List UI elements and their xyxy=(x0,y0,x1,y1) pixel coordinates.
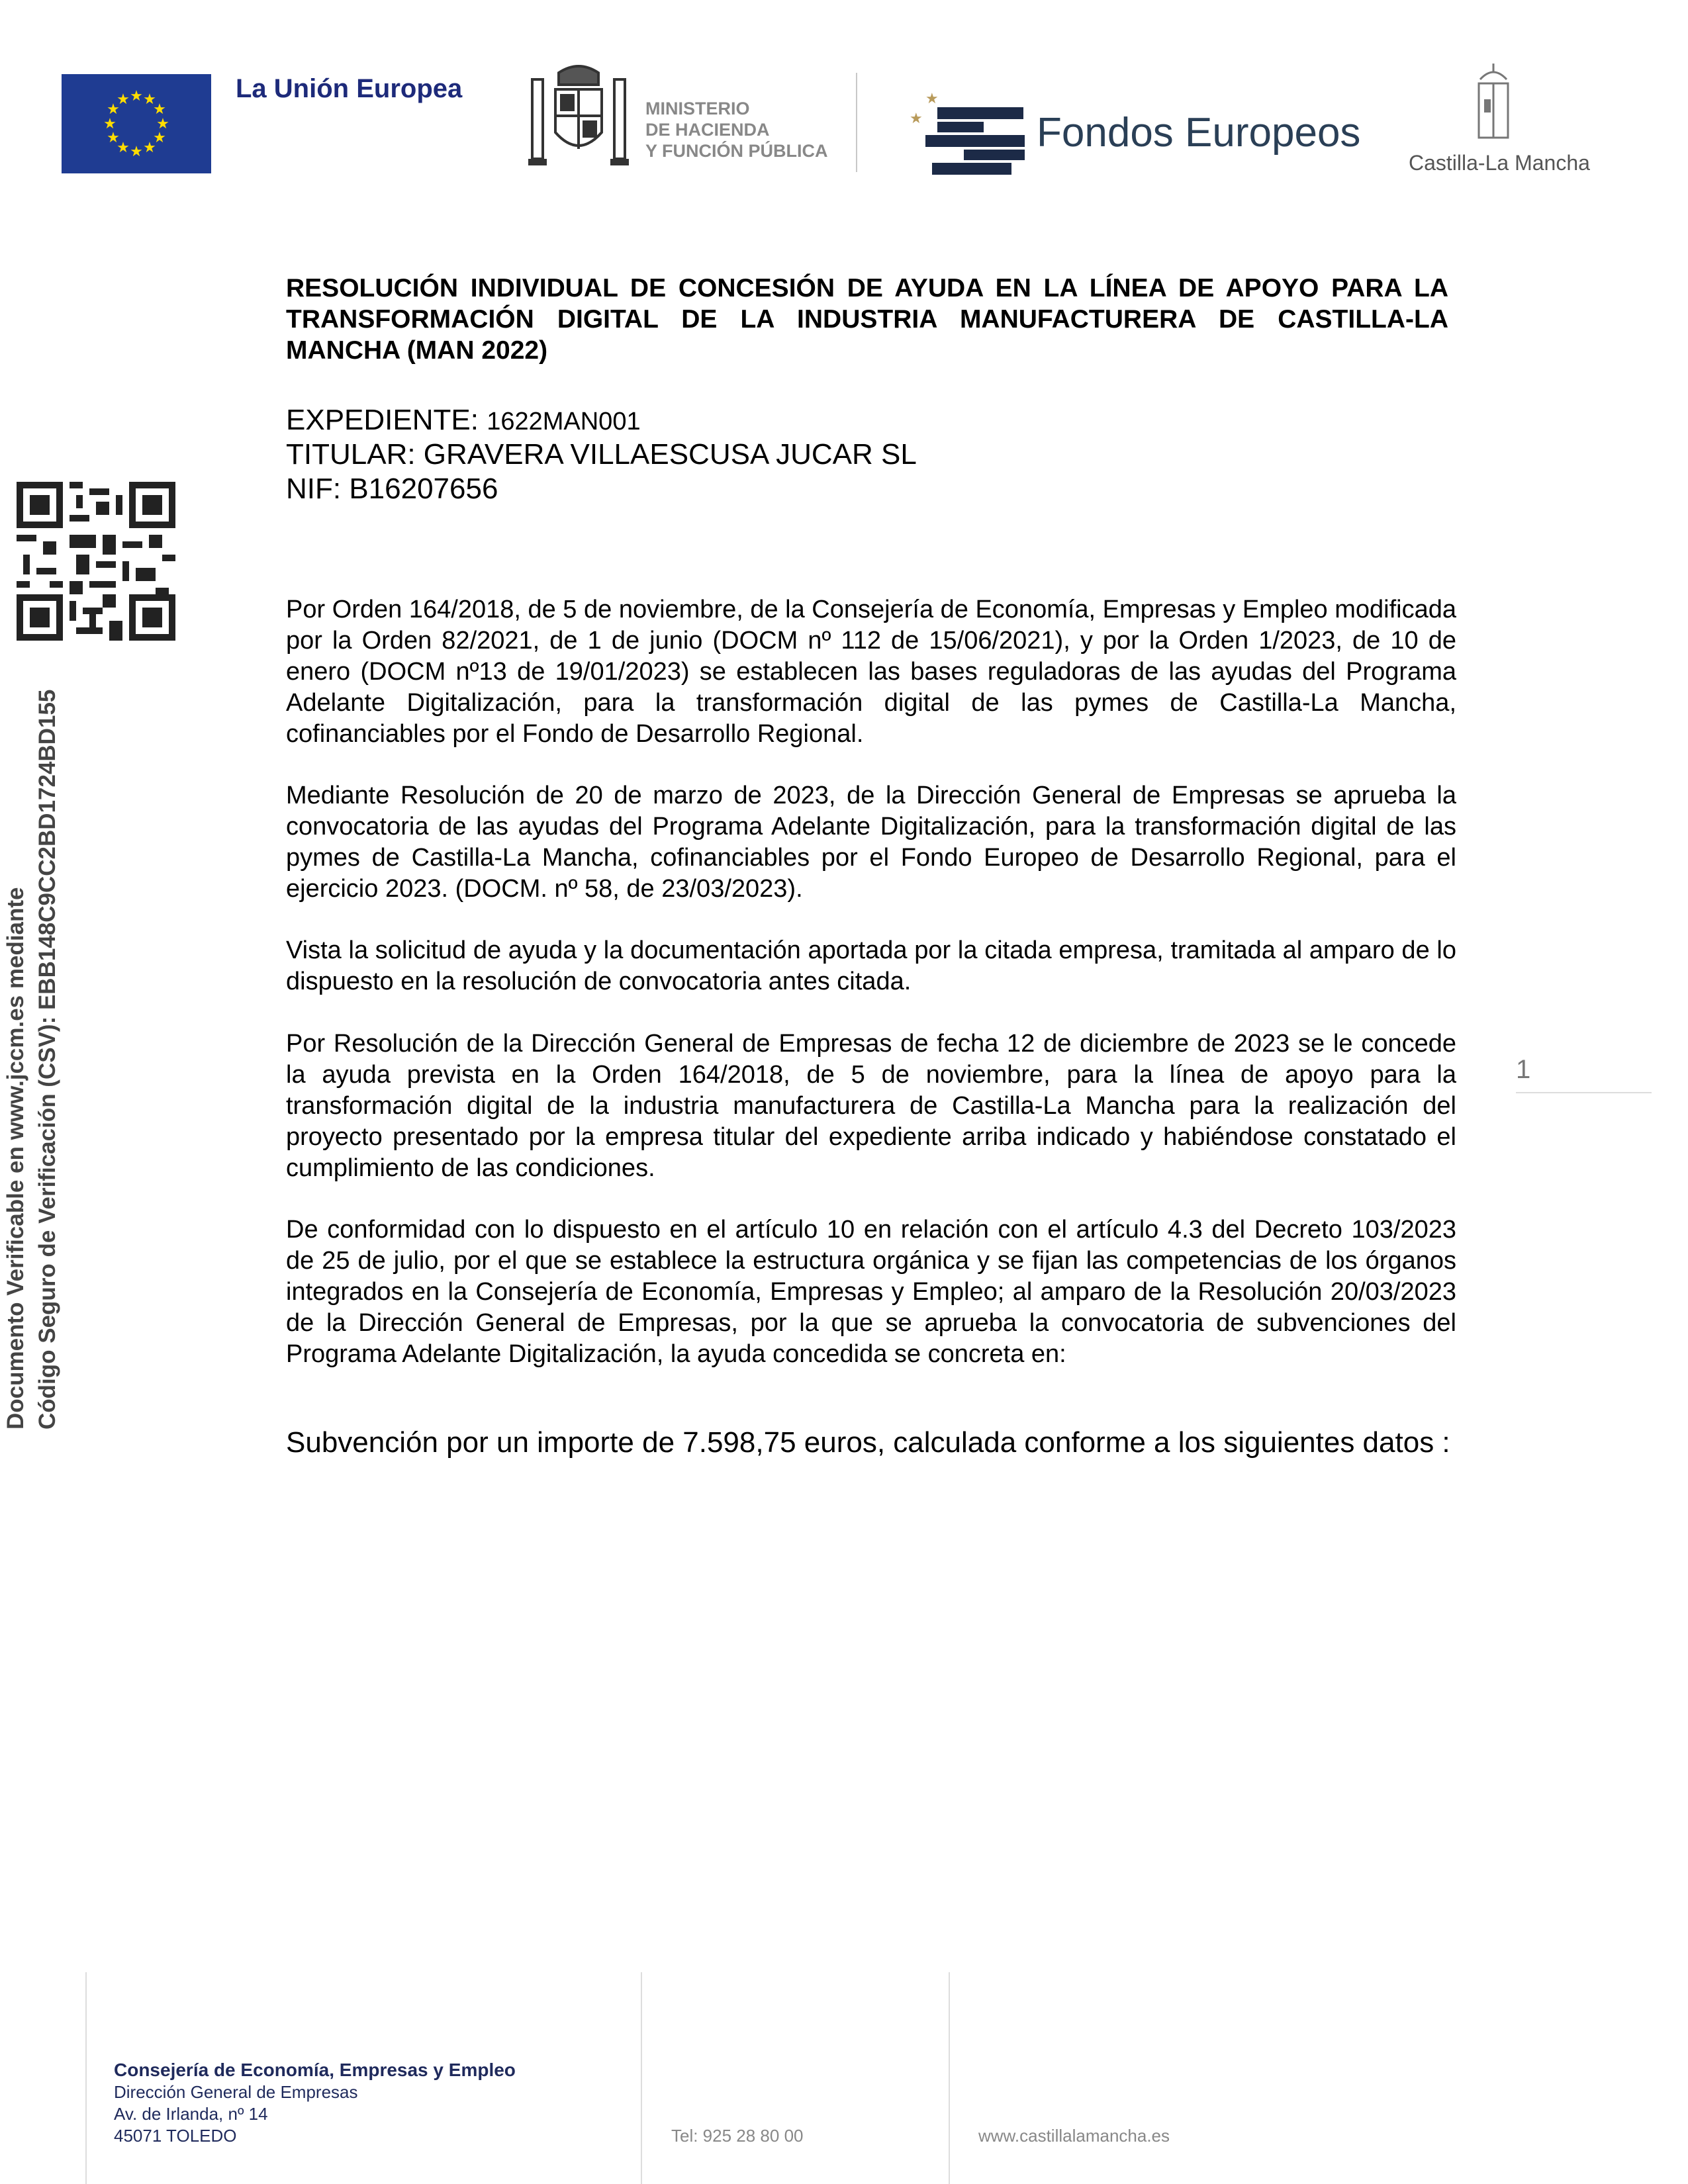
paragraph-resolucion: Mediante Resolución de 20 de marzo de 2023, de la Dirección General de Empresas se aprueba la convocatoria de las ayudas del Programa Adelante Digitalización, para la transformación digital de las pymes de Castilla-La Mancha, cofinanciables por el Fondo Europeo de Desarrollo Regional, para el ejercicio 2023. (DOCM. nº 58, de 23/03/2023). xyxy=(286,782,1456,903)
footer-department: Consejería de Economía, Empresas y Empleo xyxy=(114,2060,516,2080)
page-number-rule xyxy=(1516,1092,1652,1093)
svg-text:★: ★ xyxy=(153,130,166,146)
expediente-value: 1622MAN001 xyxy=(487,408,641,435)
footer-divider-3 xyxy=(949,1972,950,2184)
expediente-label: EXPEDIENTE: xyxy=(286,404,479,436)
svg-text:★: ★ xyxy=(117,140,130,156)
header-divider xyxy=(856,73,857,172)
paragraph-concesion: Por Resolución de la Dirección General de Empresas de fecha 12 de diciembre de 2023 se le concede la ayuda prevista en la Orden 164/2018, de 5 de noviembre, para la línea de apoyo para la transformación digital de la industria manufacturera de Castilla-La Mancha para la realización del proyecto presentado por la empresa titular del expediente arriba indicado y habiéndose constatado el cumplimiento de las condiciones. xyxy=(286,1030,1456,1182)
svg-text:★: ★ xyxy=(107,130,120,146)
footer-address-2: 45071 TOLEDO xyxy=(114,2126,237,2146)
svg-text:★: ★ xyxy=(130,88,143,105)
paragraph-subvencion: Subvención por un importe de 7.598,75 euros, calculada conforme a los siguientes datos : xyxy=(286,1426,1450,1459)
titular: TITULAR: GRAVERA VILLAESCUSA JUCAR SL xyxy=(286,438,917,471)
svg-text:★: ★ xyxy=(153,101,166,118)
paragraph-conformidad: De conformidad con lo dispuesto en el artículo 10 en relación con el artículo 4.3 del Decreto 103/2023 de 25 de julio, por el que se establece la estructura orgánica y se fijan las competencias de los órganos integrados en la Consejería de Economía, Empresas y Empleo; al amparo de la Resolución 20/03/2023 de la Dirección General de Empresas, por la que se aprueba la convocatoria de subvenciones del Programa Adelante Digitalización, la ayuda concedida se concreta en: xyxy=(286,1216,1456,1368)
footer-address-1: Av. de Irlanda, nº 14 xyxy=(114,2104,268,2124)
footer-divider-2 xyxy=(641,1972,642,2184)
footer-direction: Dirección General de Empresas xyxy=(114,2082,358,2102)
eu-flag-logo xyxy=(62,74,211,173)
ministerio-line-1: MINISTERIO xyxy=(645,99,750,118)
fondos-europeos-logo-icon xyxy=(906,93,1025,175)
svg-text:★: ★ xyxy=(107,101,120,118)
eu-stars-icon xyxy=(62,74,211,173)
svg-text:★: ★ xyxy=(925,93,939,107)
qr-code-icon xyxy=(17,482,175,641)
paragraph-solicitud: Vista la solicitud de ayuda y la documentación aportada por la citada empresa, tramitada al amparo de lo dispuesto en la resolución de convocatoria antes citada. xyxy=(286,936,1456,995)
ministerio-line-3: Y FUNCIÓN PÚBLICA xyxy=(645,141,828,161)
verification-line-1: Documento Verificable en www.jccm.es mediante xyxy=(3,887,28,1430)
footer-website: www.castillalamancha.es xyxy=(978,2126,1170,2146)
ministerio-line-2: DE HACIENDA xyxy=(645,120,770,140)
svg-text:★: ★ xyxy=(143,140,156,156)
nif: NIF: B16207656 xyxy=(286,473,498,505)
svg-text:★: ★ xyxy=(910,111,923,127)
footer-telephone: Tel: 925 28 80 00 xyxy=(671,2126,804,2146)
expediente xyxy=(286,404,641,437)
document-title: RESOLUCIÓN INDIVIDUAL DE CONCESIÓN DE AYUDA EN LA LÍNEA DE APOYO PARA LA TRANSFORMACIÓN DIGITAL DE LA INDUSTRIA MANUFACTURERA DE CASTILLA-LA MANCHA (MAN 2022) xyxy=(286,274,1448,365)
svg-text:★: ★ xyxy=(103,116,117,132)
verification-csv: Código Seguro de Verificación (CSV): EBB148C9CC2BD1724BD155 xyxy=(34,689,60,1430)
svg-text:★: ★ xyxy=(156,116,169,132)
castilla-la-mancha-text: Castilla-La Mancha xyxy=(1409,151,1590,175)
verification-text xyxy=(0,690,64,1430)
spain-coat-of-arms-icon xyxy=(519,60,638,176)
page-number: 1 xyxy=(1516,1055,1531,1084)
svg-text:★: ★ xyxy=(117,91,130,108)
castilla-la-mancha-crest-icon xyxy=(1474,60,1513,146)
svg-text:★: ★ xyxy=(130,144,143,160)
paragraph-orden: Por Orden 164/2018, de 5 de noviembre, de la Consejería de Economía, Empresas y Empleo modificada por la Orden 82/2021, de 1 de junio (DOCM nº 112 de 15/06/2021), y por la Orden 1/2023, de 10 de enero (DOCM nº13 de 19/01/2023) se establecen las bases reguladoras de las ayudas del Programa Adelante Digitalización, para la transformación digital de las pymes de Castilla-La Mancha, cofinanciables por el Fondo de Desarrollo Regional. xyxy=(286,596,1457,748)
svg-text:★: ★ xyxy=(143,91,156,108)
ministerio-text xyxy=(645,98,828,161)
eu-title: La Unión Europea xyxy=(236,74,463,103)
fondos-europeos-text: Fondos Europeos xyxy=(1037,110,1361,156)
footer-divider-1 xyxy=(85,1972,87,2184)
